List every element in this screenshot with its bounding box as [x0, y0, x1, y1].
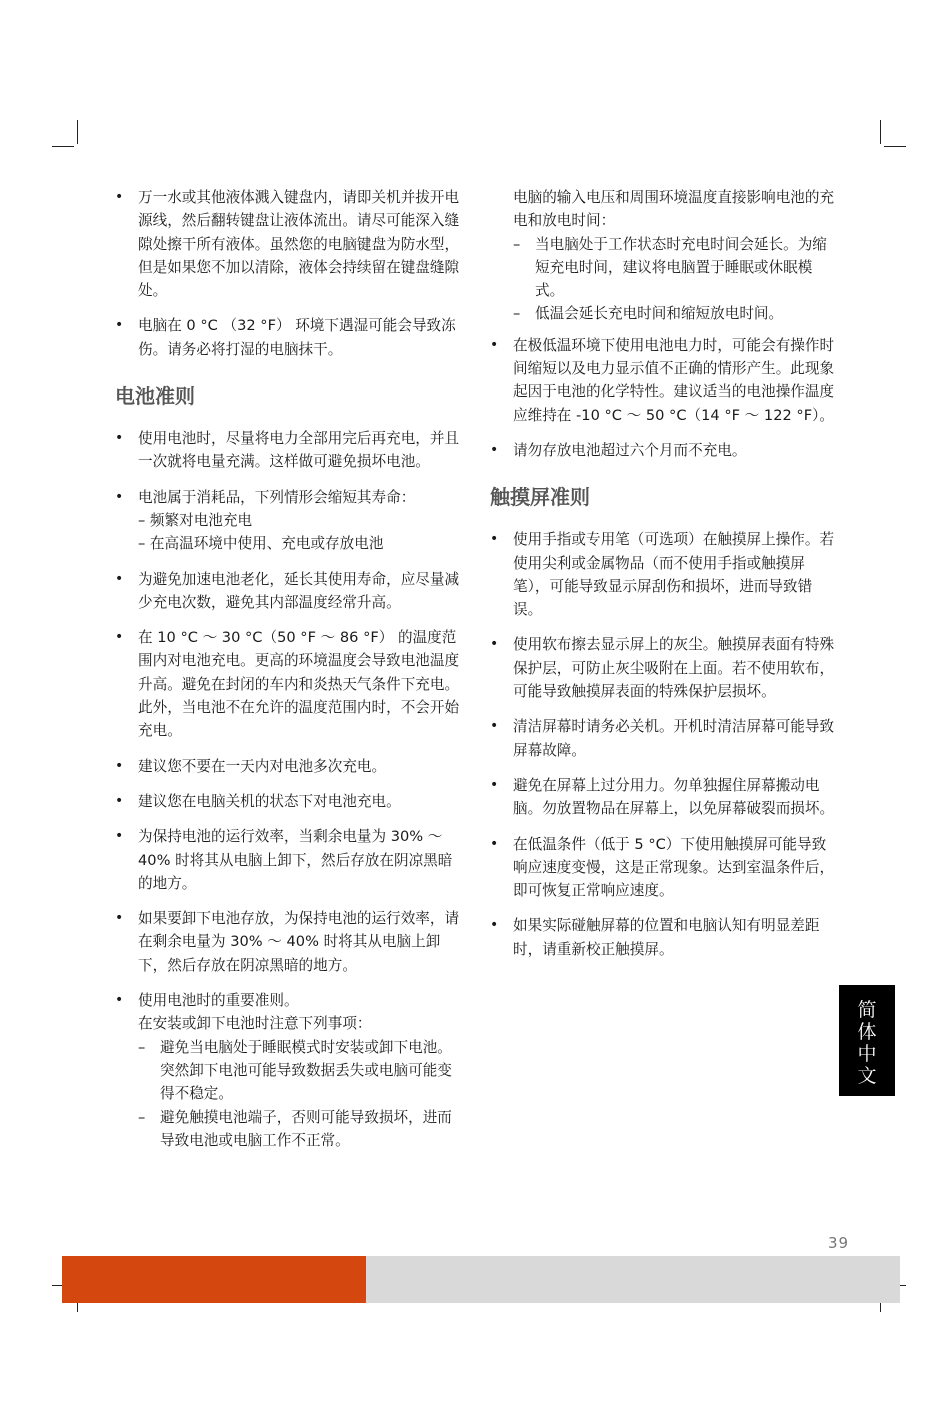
language-tab-char: 文 [857, 1065, 877, 1087]
list-item: • 如果实际碰触屏幕的位置和电脑认知有明显差距时，请重新校正触摸屏。 [490, 914, 836, 961]
sub-item: – 当电脑处于工作状态时充电时间会延长。为缩短充电时间，建议将电脑置于睡眠或休眠模式。 [513, 235, 827, 300]
list-item: • 清洁屏幕时请务必关机。开机时清洁屏幕可能导致屏幕故障。 [490, 715, 836, 762]
list-item: • 电脑在 0 °C （32 °F） 环境下遇湿可能会导致冻伤。请务必将打湿的电脑抹干。 [115, 314, 461, 361]
list-item-text: • 电池属于消耗品，下列情形会缩短其寿命： [138, 488, 416, 506]
language-tab-char: 简 [857, 999, 877, 1021]
crop-mark [884, 146, 906, 147]
sub-item-text: 低温会延长充电时间和缩短放电时间。 [535, 305, 784, 323]
list-item: • 在低温条件（低于 5 °C）下使用触摸屏可能导致响应速度变慢，这是正常现象。达到室温条件后，即可恢复正常响应速度。 [490, 833, 836, 903]
list-item: • 使用手指或专用笔（可选项）在触摸屏上操作。若使用尖利或金属物品（而不使用手指或触摸屏笔），可能导致显示屏刮伤和损坏，进而导致错误。 [490, 528, 836, 621]
crop-mark [880, 120, 881, 144]
list-item [115, 486, 461, 556]
sub-item: – 低温会延长充电时间和缩短放电时间。 [513, 305, 784, 323]
sub-item: – 避免触摸电池端子，否则可能导致损坏，进而导致电池或电脑工作不正常。 [138, 1108, 452, 1149]
sub-item-text: 避免当电脑处于睡眠模式时安装或卸下电池。突然卸下电池可能导致数据丢失或电脑可能变得不稳定。 [160, 1038, 452, 1103]
continued-paragraph: 电脑的输入电压和周围环境温度直接影响电池的充电和放电时间： [513, 189, 835, 230]
list-item: • 为保持电池的运行效率，当剩余电量为 30% ～ 40% 时将其从电脑上卸下，然后存放在阴凉黑暗的地方。 [115, 825, 461, 895]
section-heading-battery: 电池准则 [115, 384, 195, 409]
language-tab [839, 985, 895, 1096]
language-tab-char: 中 [857, 1043, 877, 1065]
list-item-text: 在安装或卸下电池时注意下列事项： [138, 1015, 372, 1033]
left-column [115, 186, 461, 1164]
sub-item-text: 当电脑处于工作状态时充电时间会延长。为缩短充电时间，建议将电脑置于睡眠或休眠模式。 [535, 235, 827, 300]
sub-item-text: 避免触摸电池端子，否则可能导致损坏，进而导致电池或电脑工作不正常。 [160, 1108, 452, 1149]
list-item: • 建议您在电脑关机的状态下对电池充电。 [115, 790, 461, 813]
list-item: • 在极低温环境下使用电池电力时，可能会有操作时间缩短以及电力显示值不正确的情形产生。此现象起因于电池的化学特性。建议适当的电池操作温度应维持在 -10 °C ～ 50 °C（14 °F ～ 122 °F）。 [490, 334, 836, 427]
bullet-list [115, 186, 461, 361]
right-column [490, 186, 836, 973]
list-item: • 为避免加速电池老化，延长其使用寿命，应尽量减少充电次数，避免其内部温度经常升高。 [115, 568, 461, 615]
crop-mark [52, 146, 74, 147]
list-item-text: • 使用电池时的重要准则。 [138, 992, 299, 1010]
sub-item: – 在高温环境中使用、充电或存放电池 [138, 535, 384, 553]
language-tab-char: 体 [857, 1021, 877, 1043]
list-item: • 使用软布擦去显示屏上的灰尘。触摸屏表面有特殊保护层，可防止灰尘吸附在上面。若不使用软布，可能导致触摸屏表面的特殊保护层损坏。 [490, 633, 836, 703]
touchscreen-list [490, 528, 836, 961]
list-item: • 避免在屏幕上过分用力。勿单独握住屏幕搬动电脑。勿放置物品在屏幕上，以免屏幕破裂而损坏。 [490, 774, 836, 821]
list-item: • 万一水或其他液体溅入键盘内，请即关机并拔开电源线，然后翻转键盘让液体流出。请尽可能深入缝隙处擦干所有液体。虽然您的电脑键盘为防水型，但是如果您不加以清除，液体会持续留在键盘缝隙处。 [115, 186, 461, 302]
footer-accent-bar [62, 1256, 366, 1303]
bullet-list [490, 334, 836, 462]
list-item: • 如果要卸下电池存放，为保持电池的运行效率，请在剩余电量为 30% ～ 40% 时将其从电脑上卸下，然后存放在阴凉黑暗的地方。 [115, 907, 461, 977]
crop-mark [77, 120, 78, 144]
section-heading-touchscreen: 触摸屏准则 [490, 485, 590, 510]
list-item: • 请勿存放电池超过六个月而不充电。 [490, 439, 836, 462]
page-number: 39 [828, 1234, 850, 1252]
sub-item: – 频繁对电池充电 [138, 511, 253, 529]
sub-list [513, 233, 836, 326]
list-item: • 使用电池时，尽量将电力全部用完后再充电，并且一次就将电量充满。这样做可避免损坏电池。 [115, 427, 461, 474]
list-item: • 建议您不要在一天内对电池多次充电。 [115, 755, 461, 778]
battery-list [115, 427, 461, 1152]
list-item: • 在 10 °C ～ 30 °C（50 °F ～ 86 °F） 的温度范围内对电池充电。更高的环境温度会导致电池温度升高。避免在封闭的车内和炎热天气条件下充电。此外，当电池不在允许的温度范围内时，不会开始充电。 [115, 626, 461, 742]
list-item [115, 989, 461, 1152]
sub-item: – 避免当电脑处于睡眠模式时安装或卸下电池。突然卸下电池可能导致数据丢失或电脑可能变得不稳定。 [138, 1038, 452, 1103]
